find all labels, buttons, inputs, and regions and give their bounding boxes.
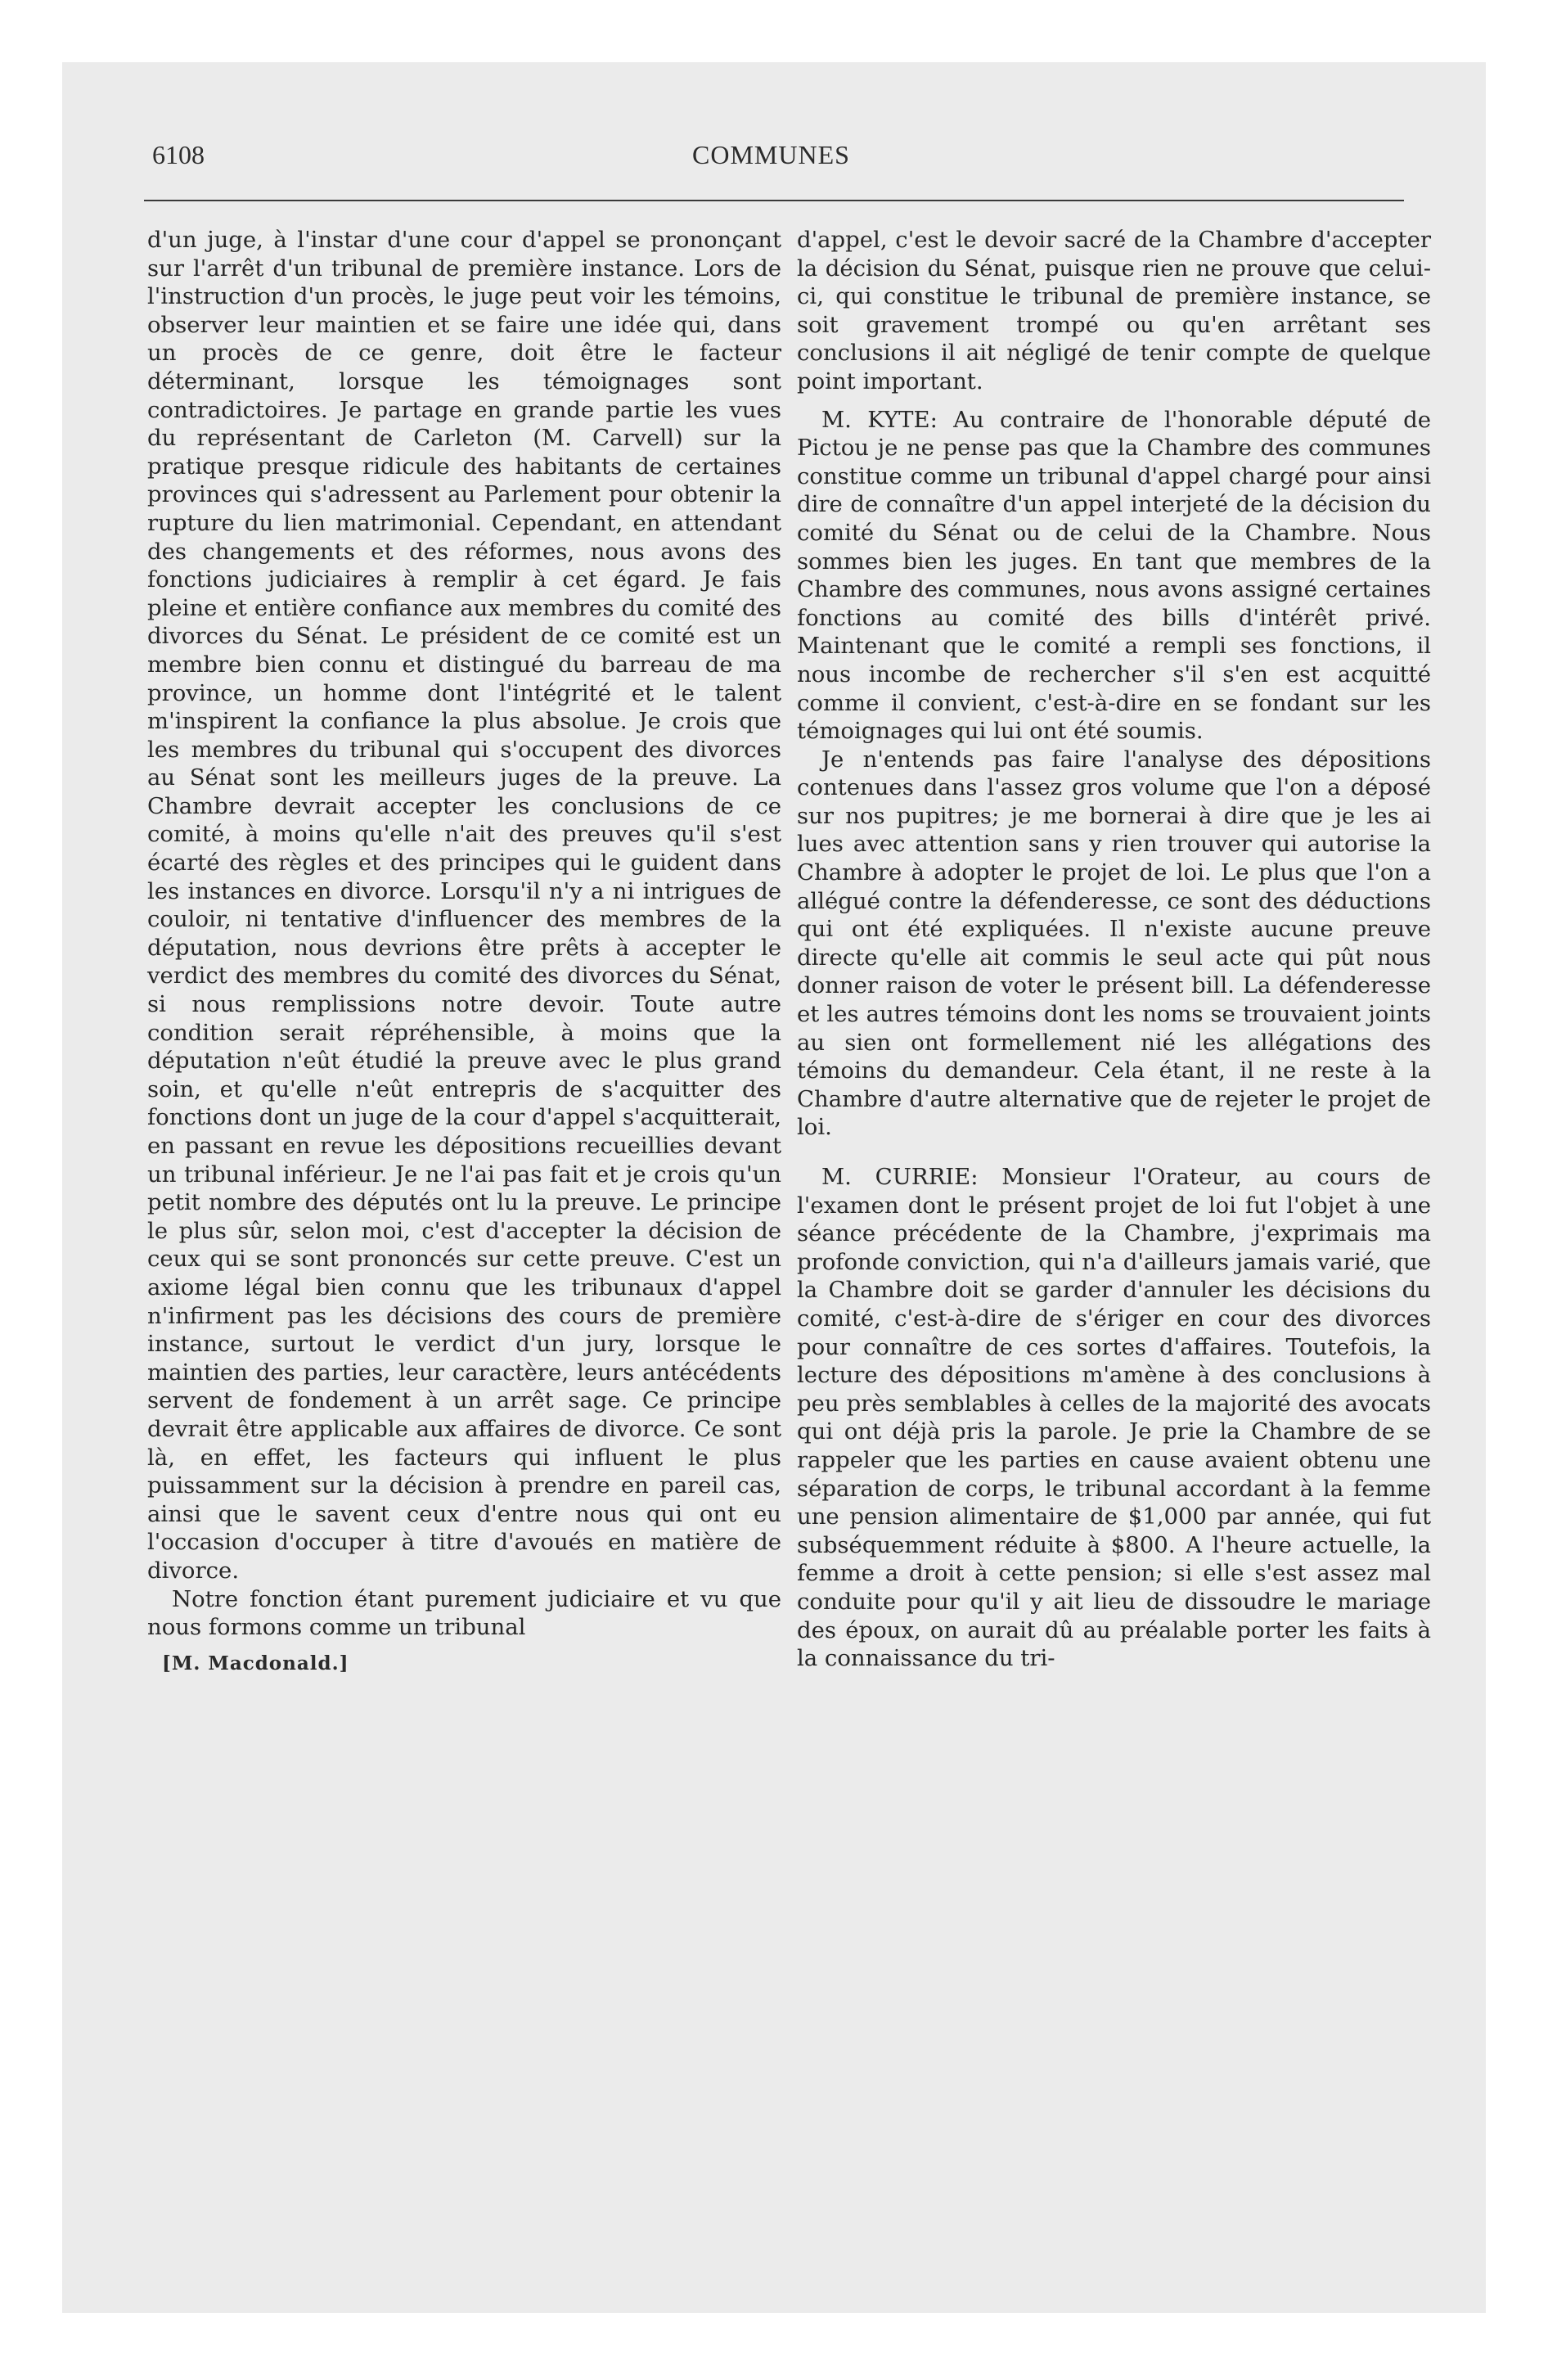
scanned-page (62, 62, 1486, 2313)
running-head: COMMUNES (692, 140, 850, 169)
paragraph-right-3: Je n'entends pas faire l'analyse des dépositions contenues dans l'assez gros volume que l'on a déposé sur nos pupitres; je me bornerai à dire que je les ai lues avec attention sans y rien trouver qui autorise la Chambre à adopter le projet de loi. Le plus que l'on a allégué contre la défenderesse, ce sont des déductions qui ont été expliquées. Il n'existe aucune preuve directe qu'elle ait commis le seul acte qui pût nous donner raison de voter le présent bill. La défenderesse et les autres témoins dont les noms se trouvaient joints au sien ont formellement nié les allégations des témoins du demandeur. Cela étant, il ne reste à la Chambre d'autre alternative que de rejeter le projet de loi. (797, 746, 1431, 1141)
left-column (147, 226, 781, 1678)
header-rule (144, 200, 1404, 201)
paragraph-left-2: Notre fonction étant purement judiciaire et vu que nous formons comme un tribunal (147, 1585, 781, 1641)
paragraph-right-1: d'appel, c'est le devoir sacré de la Chambre d'accepter la décision du Sénat, puisque rien ne prouve que celui-ci, qui constitue le tribunal de première instance, se soit gravement trompé ou qu'en arrêtant ses conclusions il ait négligé de tenir compte de quelque point important. (797, 227, 1431, 394)
page-number: 6108 (152, 140, 205, 169)
paragraph-right-4: M. CURRIE: Monsieur l'Orateur, au cours de l'examen dont le présent projet de loi fut l'objet à une séance précédente de la Chambre, j'exprimais ma profonde conviction, qui n'a d'ailleurs jamais varié, que la Chambre doit se garder d'annuler les décisions du comité, c'est-à-dire de s'ériger en cour des divorces pour connaître de ces sortes d'affaires. Toutefois, la lecture des dépositions m'amène à des conclusions à peu près semblables à celles de la majorité des avocats qui ont déjà pris la parole. Je prie la Chambre de se rappeler que les parties en cause avaient obtenu une séparation de corps, le tribunal accordant à la femme une pension alimentaire de $1,000 par année, qui fut subséquemment réduite à $800. A l'heure actuelle, la femme a droit à cette pension; si elle s'est assez mal conduite pour qu'il y ait lieu de dissoudre le mariage des époux, on aurait dû au préalable porter les faits à la connaissance du tri- (797, 1164, 1431, 1672)
paragraph-left-1: d'un juge, à l'instar d'une cour d'appel se prononçant sur l'arrêt d'un tribunal de première instance. Lors de l'instruction d'un procès, le juge peut voir les témoins, observer leur maintien et se faire une idée qui, dans un procès de ce genre, doit être le facteur déterminant, lorsque les témoignages sont contradictoires. Je partage en grande partie les vues du représentant de Carleton (M. Carvell) sur la pratique presque ridicule des habitants de certaines provinces qui s'adressent au Parlement pour obtenir la rupture du lien matrimonial. Cependant, en attendant des changements et des réformes, nous avons des fonctions judiciaires à remplir à cet égard. Je fais pleine et entière confiance aux membres du comité des divorces du Sénat. Le président de ce comité est un membre bien connu et distingué du barreau de ma province, un homme dont l'intégrité et le talent m'inspirent la confiance la plus absolue. Je crois que les membres du tribunal qui s'occupent des divorces au Sénat sont les meilleurs juges de la preuve. La Chambre devrait accepter les conclusions de ce comité, à moins qu'elle n'ait des preuves qu'il s'est écarté des règles et des principes qui le guident dans les instances en divorce. Lorsqu'il n'y a ni intrigues de couloir, ni tentative d'influencer des membres de la députation, nous devrions être prêts à accepter le verdict des membres du comité des divorces du Sénat, si nous remplissions notre devoir. Toute autre condition serait répréhensible, à moins que la députation n'eût étudié la preuve avec le plus grand soin, et qu'elle n'eût entrepris de s'acquitter des fonctions dont un juge de la cour d'appel s'acquitterait, en passant en revue les dépositions recueillies devant un tribunal inférieur. Je ne l'ai pas fait et je crois qu'un petit nombre des députés ont lu la preuve. Le principe le plus sûr, selon moi, c'est d'accepter la décision de ceux qui se sont prononcés sur cette preuve. C'est un axiome légal bien connu que les tribunaux d'appel n'infirment pas les décisions des cours de première instance, surtout le verdict d'un jury, lorsque le maintien des parties, leur caractère, leurs antécédents servent de fondement à un arrêt sage. Ce principe devrait être applicable aux affaires de divorce. Ce sont là, en effet, les facteurs qui influent le plus puissamment sur la décision à prendre en pareil cas, ainsi que le savent ceux d'entre nous qui ont eu l'occasion d'occuper à titre d'avoués en matière de divorce. (147, 227, 781, 1584)
paragraph-right-2: M. KYTE: Au contraire de l'honorable député de Pictou je ne pense pas que la Chambre des communes constitue comme un tribunal d'appel chargé pour ainsi dire de connaître d'un appel interjeté de la décision du comité du Sénat ou de celui de la Chambre. Nous sommes bien les juges. En tant que membres de la Chambre des communes, nous avons assigné certaines fonctions au comité des bills d'intérêt privé. Maintenant que le comité a rempli ses fonctions, il nous incombe de rechercher s'il s'en est acquitté comme il convient, c'est-à-dire en se fondant sur les témoignages qui lui ont été soumis. (797, 406, 1431, 745)
page-header (62, 140, 1486, 181)
right-column (797, 226, 1431, 1673)
speaker-signature: [M. Macdonald.] (162, 1652, 349, 1675)
